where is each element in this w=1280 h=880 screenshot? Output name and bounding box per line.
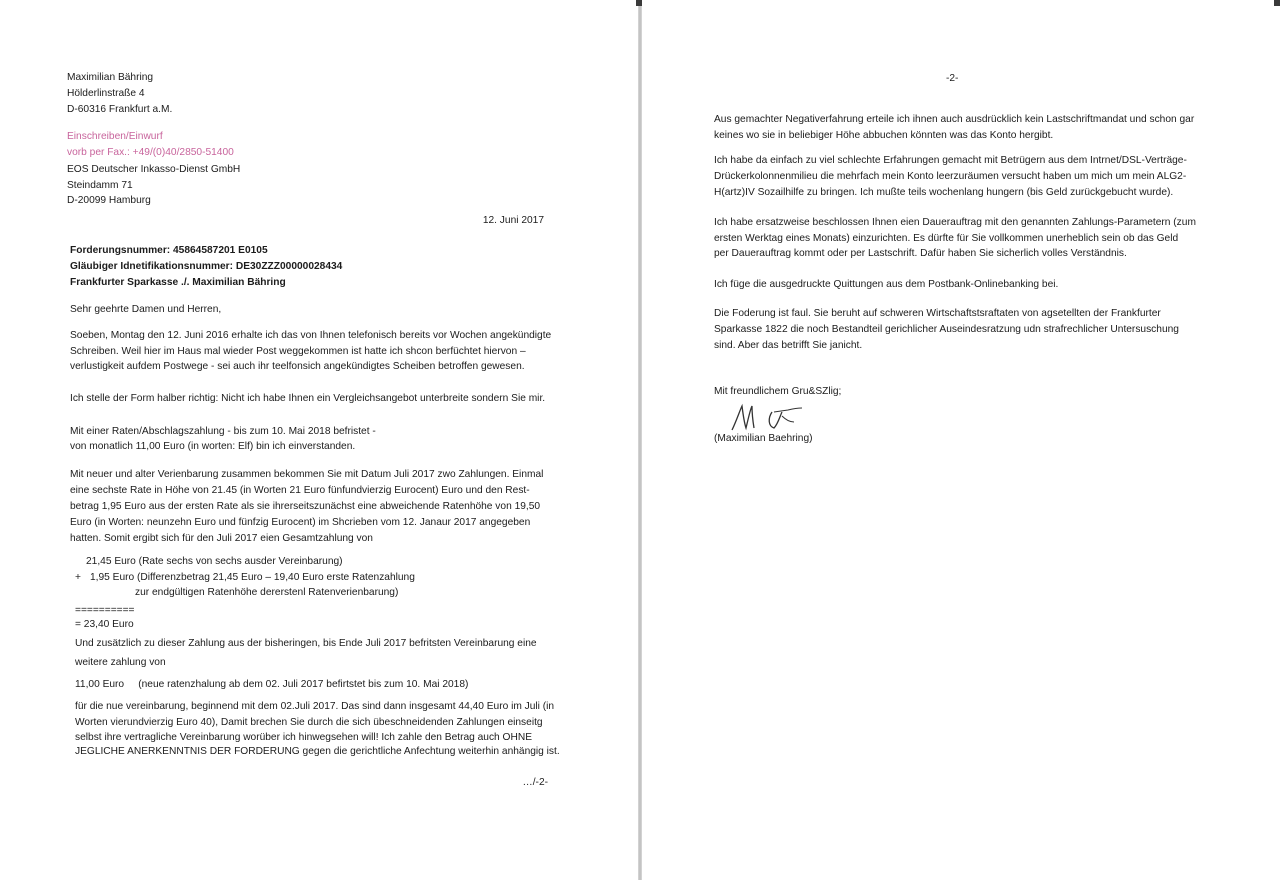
page-continuation: …/-2- [522, 777, 548, 788]
signature-name: (Maximilian Baehring) [714, 433, 813, 444]
letter-date: 12. Juni 2017 [482, 215, 544, 226]
paragraph-c-line: per Dauerauftrag kommt oder per Lastschrift. Dafür haben Sie sicherlich volles Verständnis. [714, 248, 1127, 259]
calc-plus-sign: + [75, 572, 81, 583]
paragraph-5-line: weitere zahlung von [75, 657, 166, 668]
paragraph-1-line: Schreiben. Weil hier im Haus mal wieder Post weggekommen ist hatte ich shcon berfüchtet hiervon – [70, 346, 526, 357]
calc-line-2: 1,95 Euro (Differenzbetrag 21,45 Euro – 19,40 Euro erste Ratenzahlung [90, 572, 415, 583]
calc-total: = 23,40 Euro [75, 619, 134, 630]
fax-note: vorb per Fax.: +49/(0)40/2850-51400 [67, 147, 234, 158]
scan-mark [1274, 0, 1280, 6]
letter-page-2 [642, 0, 1280, 880]
paragraph-b-line: Ich habe da einfach zu viel schlechte Erfahrungen gemacht mit Betrügern aus dem Intrnet/DSL-Verträge- [714, 155, 1187, 166]
paragraph-5-line: Und zusätzlich zu dieser Zahlung aus der bisheringen, bis Ende Juli 2017 befritsten Vereinbarung eine [75, 638, 537, 649]
paragraph-d: Ich füge die ausgedruckte Quittungen aus dem Postbank-Onlinebanking bei. [714, 279, 1059, 290]
paragraph-b-line: Drückerkolonnenmilieu die mehrfach mein Konto leerzuräumen versucht haben um mich um mein ALG2- [714, 171, 1187, 182]
paragraph-c-line: Ich habe ersatzweise beschlossen Ihnen eien Dauerauftrag mit den genannten Zahlungs-Parametern (zum [714, 217, 1196, 228]
recipient-name: EOS Deutscher Inkasso-Dienst GmbH [67, 164, 241, 175]
paragraph-2: Ich stelle der Form halber richtig: Nicht ich habe Ihnen ein Vergleichsangebot unterbreite sondern Sie mir. [70, 393, 546, 404]
paragraph-4-line: betrag 1,95 Euro aus der ersten Rate als sie ihrerseitszunächst eine abweichende Ratenhöhe von 19,50 [70, 501, 541, 512]
paragraph-1-line: Soeben, Montag den 12. Juni 2016 erhalte ich das von Ihnen telefonisch bereits vor Wochen angekündigte [70, 330, 552, 341]
salutation: Sehr geehrte Damen und Herren, [70, 304, 222, 315]
paragraph-1-line: verlustigkeit aufdem Postwege - sei auch ihr teelfonsich angekündigtes Scheiben betroffen gewesen. [70, 361, 525, 372]
paragraph-6-line: für die nue vereinbarung, beginnend mit dem 02.Juli 2017. Das sind dann insgesamt 44,40 Euro im Juli (in [75, 701, 555, 712]
paragraph-e-line: Sparkasse 1822 die noch Bestandteil gerichlicher Auseindesratzung udn strafrechlicher Untersuschung [714, 324, 1179, 335]
paragraph-b-line: H(artz)IV Sozailhilfe zu bringen. Ich mußte teils wochenlang hungern (bis Geld zurückgebucht wurde). [714, 187, 1174, 198]
creditor-id: Gläubiger Idnetifikationsnummer: DE30ZZZ00000028434 [70, 261, 343, 272]
paragraph-6-line: Worten vierundvierzig Euro 40), Damit brechen Sie durch die sich übeschneidenden Zahlungen einseitg [75, 717, 543, 728]
paragraph-4-line: Euro (in Worten: neunzehn Euro und fünfzig Eurocent) im Shcrieben vom 12. Janaur 2017 angegeben [70, 517, 531, 528]
paragraph-6-line: JEGLICHE ANERKENNTNIS DER FORDERUNG gegen die gerichtliche Anfechtung weiterhin anhängig ist. [75, 746, 560, 757]
paragraph-6-line: selbst ihre vertragliche Vereinbarung worüber ich hinwegsehen will! Ich zahle den Betrag auch OHNE [75, 732, 532, 743]
mail-type-note: Einschreiben/Einwurf [67, 131, 163, 142]
paragraph-3-line: Mit einer Raten/Abschlagszahlung - bis zum 10. Mai 2018 befristet - [70, 426, 376, 437]
paragraph-e-line: sind. Aber das betrifft Sie janicht. [714, 340, 863, 351]
closing-phrase: Mit freundlichem Gru&SZlig; [714, 386, 842, 397]
case-parties: Frankfurter Sparkasse ./. Maximilian Bähring [70, 277, 286, 288]
paragraph-3-line: von monatlich 11,00 Euro (in worten: Elf) bin ich einverstanden. [70, 441, 356, 452]
paragraph-4-line: hatten. Somit ergibt sich für den Juli 2017 eien Gesamtzahlung von [70, 533, 373, 544]
claim-number: Forderungsnummer: 45864587201 E0105 [70, 245, 268, 256]
letter-page-1 [0, 0, 638, 880]
calc-separator: ========== [75, 605, 135, 616]
paragraph-4-line: Mit neuer und alter Verienbarung zusammen bekommen Sie mit Datum Juli 2017 zwo Zahlungen. Einmal [70, 469, 544, 480]
sender-street: Hölderlinstraße 4 [67, 88, 145, 99]
page-number: -2- [946, 73, 959, 84]
calc-line-3: zur endgültigen Ratenhöhe dererstenl Ratenverienbarung) [135, 587, 399, 598]
paragraph-a-line: Aus gemachter Negativerfahrung erteile ich ihnen auch ausdrücklich kein Lastschriftmandat und schon gar [714, 114, 1195, 125]
recipient-city: D-20099 Hamburg [67, 195, 151, 206]
paragraph-a-line: keines wo sie in beliebiger Höhe abbuchen könnten was das Konto hergibt. [714, 130, 1054, 141]
recipient-street: Steindamm 71 [67, 180, 133, 191]
sender-city: D-60316 Frankfurt a.M. [67, 104, 173, 115]
paragraph-4-line: eine sechste Rate in Höhe von 21.45 (in Worten 21 Euro fünfundvierzig Eurocent) Euro und den Rest- [70, 485, 530, 496]
paragraph-e-line: Die Foderung ist faul. Sie beruht auf schweren Wirtschaftstsraftaten von agsetellten der Frankfurter [714, 308, 1161, 319]
calc-line-1: 21,45 Euro (Rate sechs von sechs ausder Vereinbarung) [86, 556, 343, 567]
sender-name: Maximilian Bähring [67, 72, 154, 83]
amount-line: 11,00 Euro (neue ratenzhalung ab dem 02. Juli 2017 befirtstet bis zum 10. Mai 2018) [75, 679, 469, 690]
paragraph-c-line: ersten Werktag eines Monats) einzurichten. Es dürfte für Sie vollkommen unerheblich sein ob das Geld [714, 233, 1179, 244]
scan-mark [636, 0, 642, 6]
